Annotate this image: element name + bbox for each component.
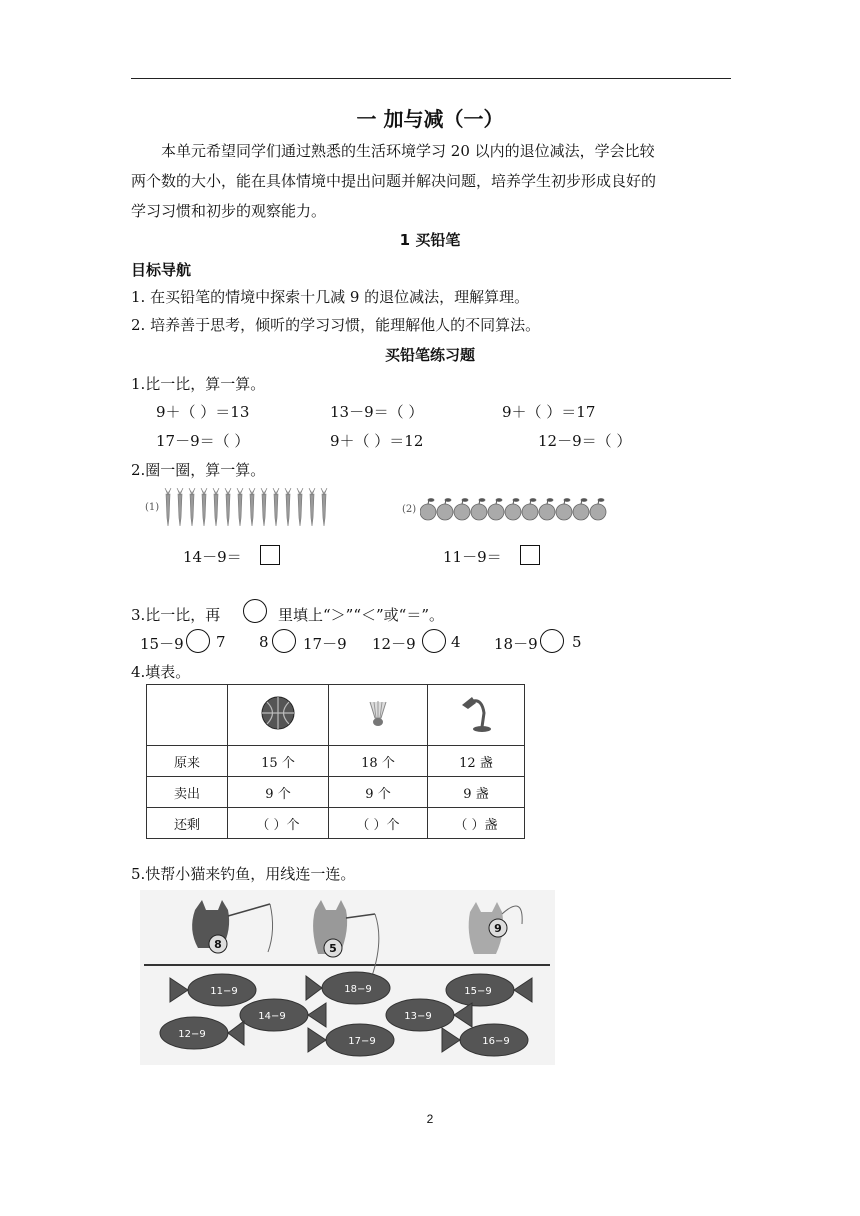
compare-circle[interactable] <box>422 629 446 653</box>
q1-expr: 12－9＝（ ） <box>538 432 632 450</box>
fish-label: 16−9 <box>482 1036 510 1047</box>
compare-left: 12－9 <box>372 635 416 653</box>
row-head: 原来 <box>147 746 228 777</box>
q3-label: 3.比一比，再 <box>131 606 221 624</box>
circle-symbol <box>243 599 267 623</box>
group-tag: (2) <box>402 504 417 515</box>
intro-line: 两个数的大小，能在具体情境中提出问题并解决问题，培养学生初步形成良好的 <box>131 172 657 190</box>
compare-left: 15－9 <box>140 635 184 653</box>
q1-expr: 9＋（ ）＝12 <box>330 432 424 450</box>
q2-expr: 11－9＝ <box>443 548 502 566</box>
fish-label: 15−9 <box>464 986 492 997</box>
q3-label-rest: 里填上“＞”“＜”或“＝”。 <box>278 606 445 624</box>
table-icon-cell <box>329 685 428 746</box>
q1-expr: 13－9＝（ ） <box>330 403 424 421</box>
compare-left: 8 <box>259 633 269 651</box>
compare-right: 7 <box>216 633 226 651</box>
compare-circle[interactable] <box>540 629 564 653</box>
goal-item: 2. 培养善于思考，倾听的学习习惯，能理解他人的不同算法。 <box>131 316 541 334</box>
apples-illustration <box>420 496 615 524</box>
q4-label: 4.填表。 <box>131 663 191 681</box>
answer-cell[interactable]: （ ）个 <box>228 808 329 839</box>
goal-item: 1. 在买铅笔的情境中探索十几减 9 的退位减法，理解算理。 <box>131 288 530 306</box>
table-cell: 15 个 <box>228 746 329 777</box>
compare-circle[interactable] <box>186 629 210 653</box>
q2-label: 2.圈一圈，算一算。 <box>131 461 266 479</box>
basketball-icon <box>260 695 296 731</box>
goals-heading: 目标导航 <box>131 261 192 279</box>
intro-paragraph <box>131 136 731 226</box>
intro-line: 学习习惯和初步的观察能力。 <box>131 202 327 220</box>
q1-expr: 9＋（ ）＝13 <box>156 403 250 421</box>
desk-lamp-icon <box>458 693 494 733</box>
unit-title: 一 加与减（一） <box>356 107 504 131</box>
table-cell: 9 个 <box>228 777 329 808</box>
compare-circle[interactable] <box>272 629 296 653</box>
lesson-title: 1 买铅笔 <box>399 231 461 249</box>
fish-label: 13−9 <box>404 1011 432 1022</box>
shuttlecock-icon <box>363 698 393 728</box>
header-rule <box>131 78 731 79</box>
q1-expr: 17－9＝（ ） <box>156 432 250 450</box>
table-cell: 18 个 <box>329 746 428 777</box>
fish-label: 12−9 <box>178 1029 206 1040</box>
exercise-title: 买铅笔练习题 <box>384 346 475 364</box>
fish-label: 18−9 <box>344 984 372 995</box>
fish-label: 11−9 <box>210 986 238 997</box>
q2-expr: 14－9＝ <box>183 548 242 566</box>
cat-number: 9 <box>494 922 502 935</box>
table-icon-cell <box>428 685 525 746</box>
compare-left: 18－9 <box>494 635 538 653</box>
cat-number: 5 <box>329 942 337 955</box>
cat-number: 8 <box>214 938 222 951</box>
page-number: 2 <box>426 1112 434 1126</box>
q1-expr: 9＋（ ）＝17 <box>502 403 596 421</box>
fill-table <box>146 684 525 839</box>
answer-box[interactable] <box>520 545 540 565</box>
fish-label: 14−9 <box>258 1011 286 1022</box>
table-icon-cell <box>228 685 329 746</box>
q1-label: 1.比一比，算一算。 <box>131 375 266 393</box>
group-tag: (1) <box>145 502 160 513</box>
compare-right: 5 <box>572 633 582 651</box>
answer-cell[interactable]: （ ）盏 <box>428 808 525 839</box>
intro-line: 本单元希望同学们通过熟悉的生活环境学习 20 以内的退位减法，学会比较 <box>161 142 655 160</box>
carrots-illustration <box>163 488 348 532</box>
table-cell: 9 个 <box>329 777 428 808</box>
compare-right: 4 <box>451 633 461 651</box>
table-cell: 12 盏 <box>428 746 525 777</box>
q5-label: 5.快帮小猫来钓鱼，用线连一连。 <box>131 865 356 883</box>
row-head: 卖出 <box>147 777 228 808</box>
compare-right: 17－9 <box>303 635 347 653</box>
row-head: 还剩 <box>147 808 228 839</box>
table-cell: 9 盏 <box>428 777 525 808</box>
answer-box[interactable] <box>260 545 280 565</box>
answer-cell[interactable]: （ ）个 <box>329 808 428 839</box>
fish-label: 17−9 <box>348 1036 376 1047</box>
table-corner <box>147 685 228 746</box>
fishing-cats-illustration <box>140 890 555 1065</box>
